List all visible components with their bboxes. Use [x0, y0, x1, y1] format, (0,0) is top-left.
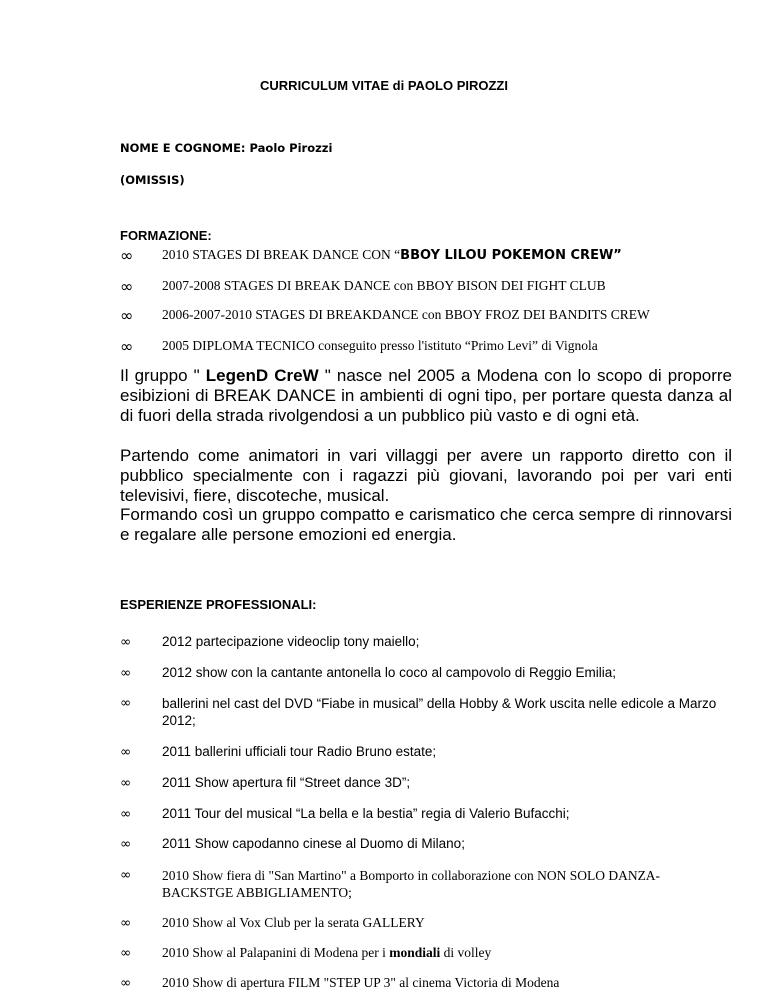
- infinity-bullet-icon: ∞: [120, 836, 132, 852]
- infinity-bullet-icon: ∞: [120, 277, 134, 296]
- infinity-bullet-icon: ∞: [120, 915, 132, 931]
- infinity-bullet-icon: ∞: [120, 634, 132, 650]
- infinity-bullet-icon: ∞: [120, 695, 132, 711]
- page-title: CURRICULUM VITAE di PAOLO PIROZZI: [260, 78, 508, 93]
- infinity-bullet-icon: ∞: [120, 775, 132, 791]
- list-item: ∞ 2010 Show fiera di "San Martino" a Bomporto in collaborazione con NON SOLO DANZA-BACKSTGE ABBIGLIAMENTO;: [120, 867, 661, 900]
- list-item: ∞ 2006-2007-2010 STAGES DI BREAKDANCE con BBOY FROZ DEI BANDITS CREW: [120, 306, 650, 325]
- name-value: Paolo Pirozzi: [249, 141, 333, 155]
- list-item: ∞ 2007-2008 STAGES DI BREAK DANCE con BBOY BISON DEI FIGHT CLUB: [120, 277, 606, 296]
- list-item: ∞ 2010 Show al Vox Club per la serata GALLERY: [120, 915, 425, 931]
- name-label: NOME E COGNOME:: [120, 141, 246, 155]
- list-item: ∞ 2005 DIPLOMA TECNICO conseguito presso l'istituto “Primo Levi” di Vignola: [120, 337, 598, 356]
- esperienze-heading: ESPERIENZE PROFESSIONALI:: [120, 597, 317, 612]
- omissis-text: (OMISSIS): [120, 173, 185, 187]
- list-item: ∞ 2010 Show al Palapanini di Modena per i mondiali di volley: [120, 945, 492, 961]
- list-item: ∞ 2012 show con la cantante antonella lo coco al campovolo di Reggio Emilia;: [120, 665, 617, 681]
- list-item: ∞ 2011 ballerini ufficiali tour Radio Bruno estate;: [120, 744, 437, 760]
- group-name: LegenD CreW: [205, 366, 319, 385]
- list-item: ∞ 2012 partecipazione videoclip tony maiello;: [120, 634, 420, 650]
- mission-paragraph: Formando così un gruppo compatto e carismatico che cerca sempre di rinnovarsi e regalare alle persone emozioni ed energia.: [120, 505, 732, 544]
- infinity-bullet-icon: ∞: [120, 744, 132, 760]
- list-item: ∞ ballerini nel cast del DVD “Fiabe in musical” della Hobby & Work uscita nelle edicole a Marzo 2012;: [120, 695, 717, 728]
- infinity-bullet-icon: ∞: [120, 945, 132, 961]
- infinity-bullet-icon: ∞: [120, 306, 134, 325]
- list-item: ∞ 2011 Tour del musical “La bella e la bestia” regia di Valerio Bufacchi;: [120, 806, 570, 822]
- list-item: ∞ 2011 Show apertura fil “Street dance 3D”;: [120, 775, 411, 791]
- infinity-bullet-icon: ∞: [120, 337, 134, 356]
- history-paragraph: Partendo come animatori in vari villaggi per avere un rapporto diretto con il pubblico specialmente con i ragazzi più giovani, lavorando poi per vari enti televisivi, fiere, discoteche, musical.: [120, 446, 732, 505]
- name-field: [120, 141, 332, 155]
- intro-paragraph: Il gruppo " LegenD CreW " nasce nel 2005 a Modena con lo scopo di proporre esibizioni di BREAK DANCE in ambienti di ogni tipo, per portare questa danza al di fuori della strada rivolgendosi a un pubblico più vasto e di ogni età.: [120, 366, 732, 425]
- infinity-bullet-icon: ∞: [120, 246, 134, 265]
- formazione-heading: FORMAZIONE:: [120, 228, 212, 243]
- list-item: ∞ 2011 Show capodanno cinese al Duomo di Milano;: [120, 836, 465, 852]
- list-item: ∞ 2010 Show di apertura FILM "STEP UP 3" al cinema Victoria di Modena: [120, 975, 560, 991]
- infinity-bullet-icon: ∞: [120, 665, 132, 681]
- infinity-bullet-icon: ∞: [120, 975, 132, 991]
- infinity-bullet-icon: ∞: [120, 867, 132, 883]
- list-item: ∞ 2010 STAGES DI BREAK DANCE CON “BBOY LILOU POKEMON CREW”: [120, 246, 622, 265]
- infinity-bullet-icon: ∞: [120, 806, 132, 822]
